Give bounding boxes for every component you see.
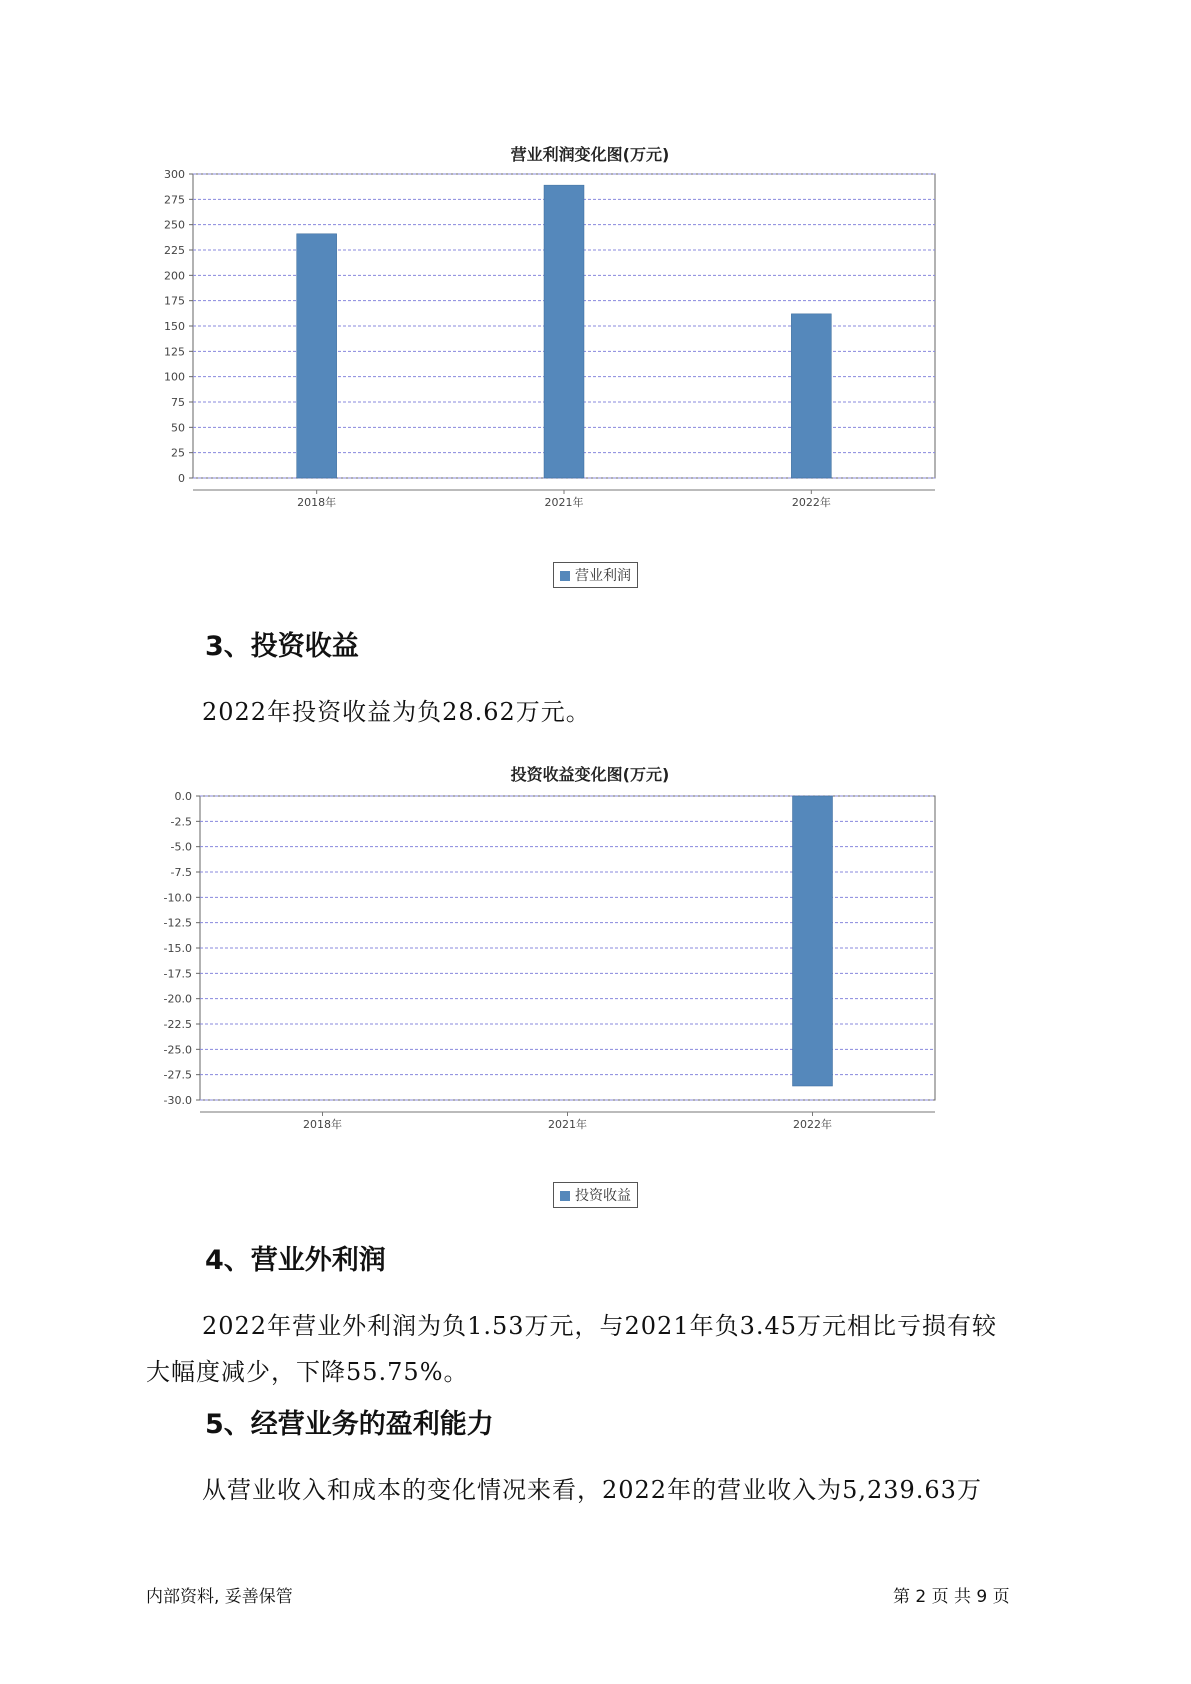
x-tick-label: 2018年 (303, 1118, 342, 1131)
legend-swatch (560, 1191, 570, 1201)
legend-label: 营业利润 (575, 568, 631, 584)
y-tick-label: -5.0 (170, 840, 192, 854)
x-tick-label: 2021年 (548, 1118, 587, 1131)
section-5-heading: 5、经营业务的盈利能力 (205, 1409, 494, 1440)
section-3-heading: 3、投资收益 (205, 631, 359, 662)
y-tick-label: -22.5 (163, 1018, 192, 1031)
y-tick-label: 125 (164, 345, 185, 359)
y-tick-label: -17.5 (163, 967, 192, 981)
chart-legend (553, 1182, 638, 1208)
investment-income-chart (160, 758, 1020, 1218)
y-tick-label: 200 (164, 269, 185, 283)
y-tick-label: 250 (164, 218, 185, 232)
y-tick-label: -20.0 (163, 992, 192, 1006)
y-tick-label: 50 (171, 421, 185, 435)
y-tick-label: -7.5 (170, 866, 192, 879)
y-tick-label: -12.5 (163, 916, 192, 930)
operating-profit-chart (160, 140, 1020, 600)
legend-swatch (560, 571, 570, 581)
section-4-heading: 4、营业外利润 (205, 1245, 386, 1276)
x-tick-label: 2022年 (793, 1118, 832, 1131)
section-5-text-line1: 从营业收入和成本的变化情况来看，2022年的营业收入为5,239.63万 (202, 1476, 982, 1504)
chart-legend (553, 562, 638, 588)
y-tick-label: -27.5 (163, 1068, 192, 1082)
chart-title: 营业利润变化图(万元) (510, 145, 670, 164)
y-tick-label: 75 (171, 396, 185, 409)
y-tick-label: -25.0 (163, 1043, 192, 1057)
section-4-text-line1: 2022年营业外利润为负1.53万元，与2021年负3.45万元相比亏损有较 (202, 1312, 998, 1340)
chart-plot (160, 170, 1020, 570)
section-3-text: 2022年投资收益为负28.62万元。 (202, 698, 591, 726)
x-tick-label: 2018年 (297, 496, 337, 509)
y-tick-label: 25 (171, 446, 185, 460)
x-tick-label: 2022年 (791, 496, 831, 509)
footer-page-number: 第 2 页 共 9 页 (893, 1587, 1010, 1607)
y-tick-label: 0 (178, 472, 185, 485)
bar (544, 185, 584, 478)
y-tick-label: 0.0 (174, 792, 192, 803)
footer-left: 内部资料, 妥善保管 (146, 1587, 293, 1607)
y-tick-label: 100 (164, 370, 185, 384)
section-4-text-line2: 大幅度减少，下降55.75%。 (146, 1358, 469, 1386)
y-tick-label: -10.0 (163, 891, 192, 905)
y-tick-label: 275 (164, 193, 185, 207)
bar (793, 796, 833, 1086)
y-tick-label: 300 (164, 170, 185, 181)
bar (791, 314, 831, 478)
bar (297, 234, 337, 478)
y-tick-label: -30.0 (163, 1094, 192, 1107)
x-tick-label: 2021年 (544, 496, 584, 509)
chart-plot (160, 792, 1020, 1192)
y-tick-label: 175 (164, 294, 185, 308)
legend-label: 投资收益 (575, 1188, 631, 1204)
y-tick-label: 225 (164, 244, 185, 257)
y-tick-label: 150 (164, 320, 185, 333)
y-tick-label: -15.0 (163, 942, 192, 955)
y-tick-label: -2.5 (170, 815, 192, 829)
chart-title: 投资收益变化图(万元) (510, 765, 670, 784)
